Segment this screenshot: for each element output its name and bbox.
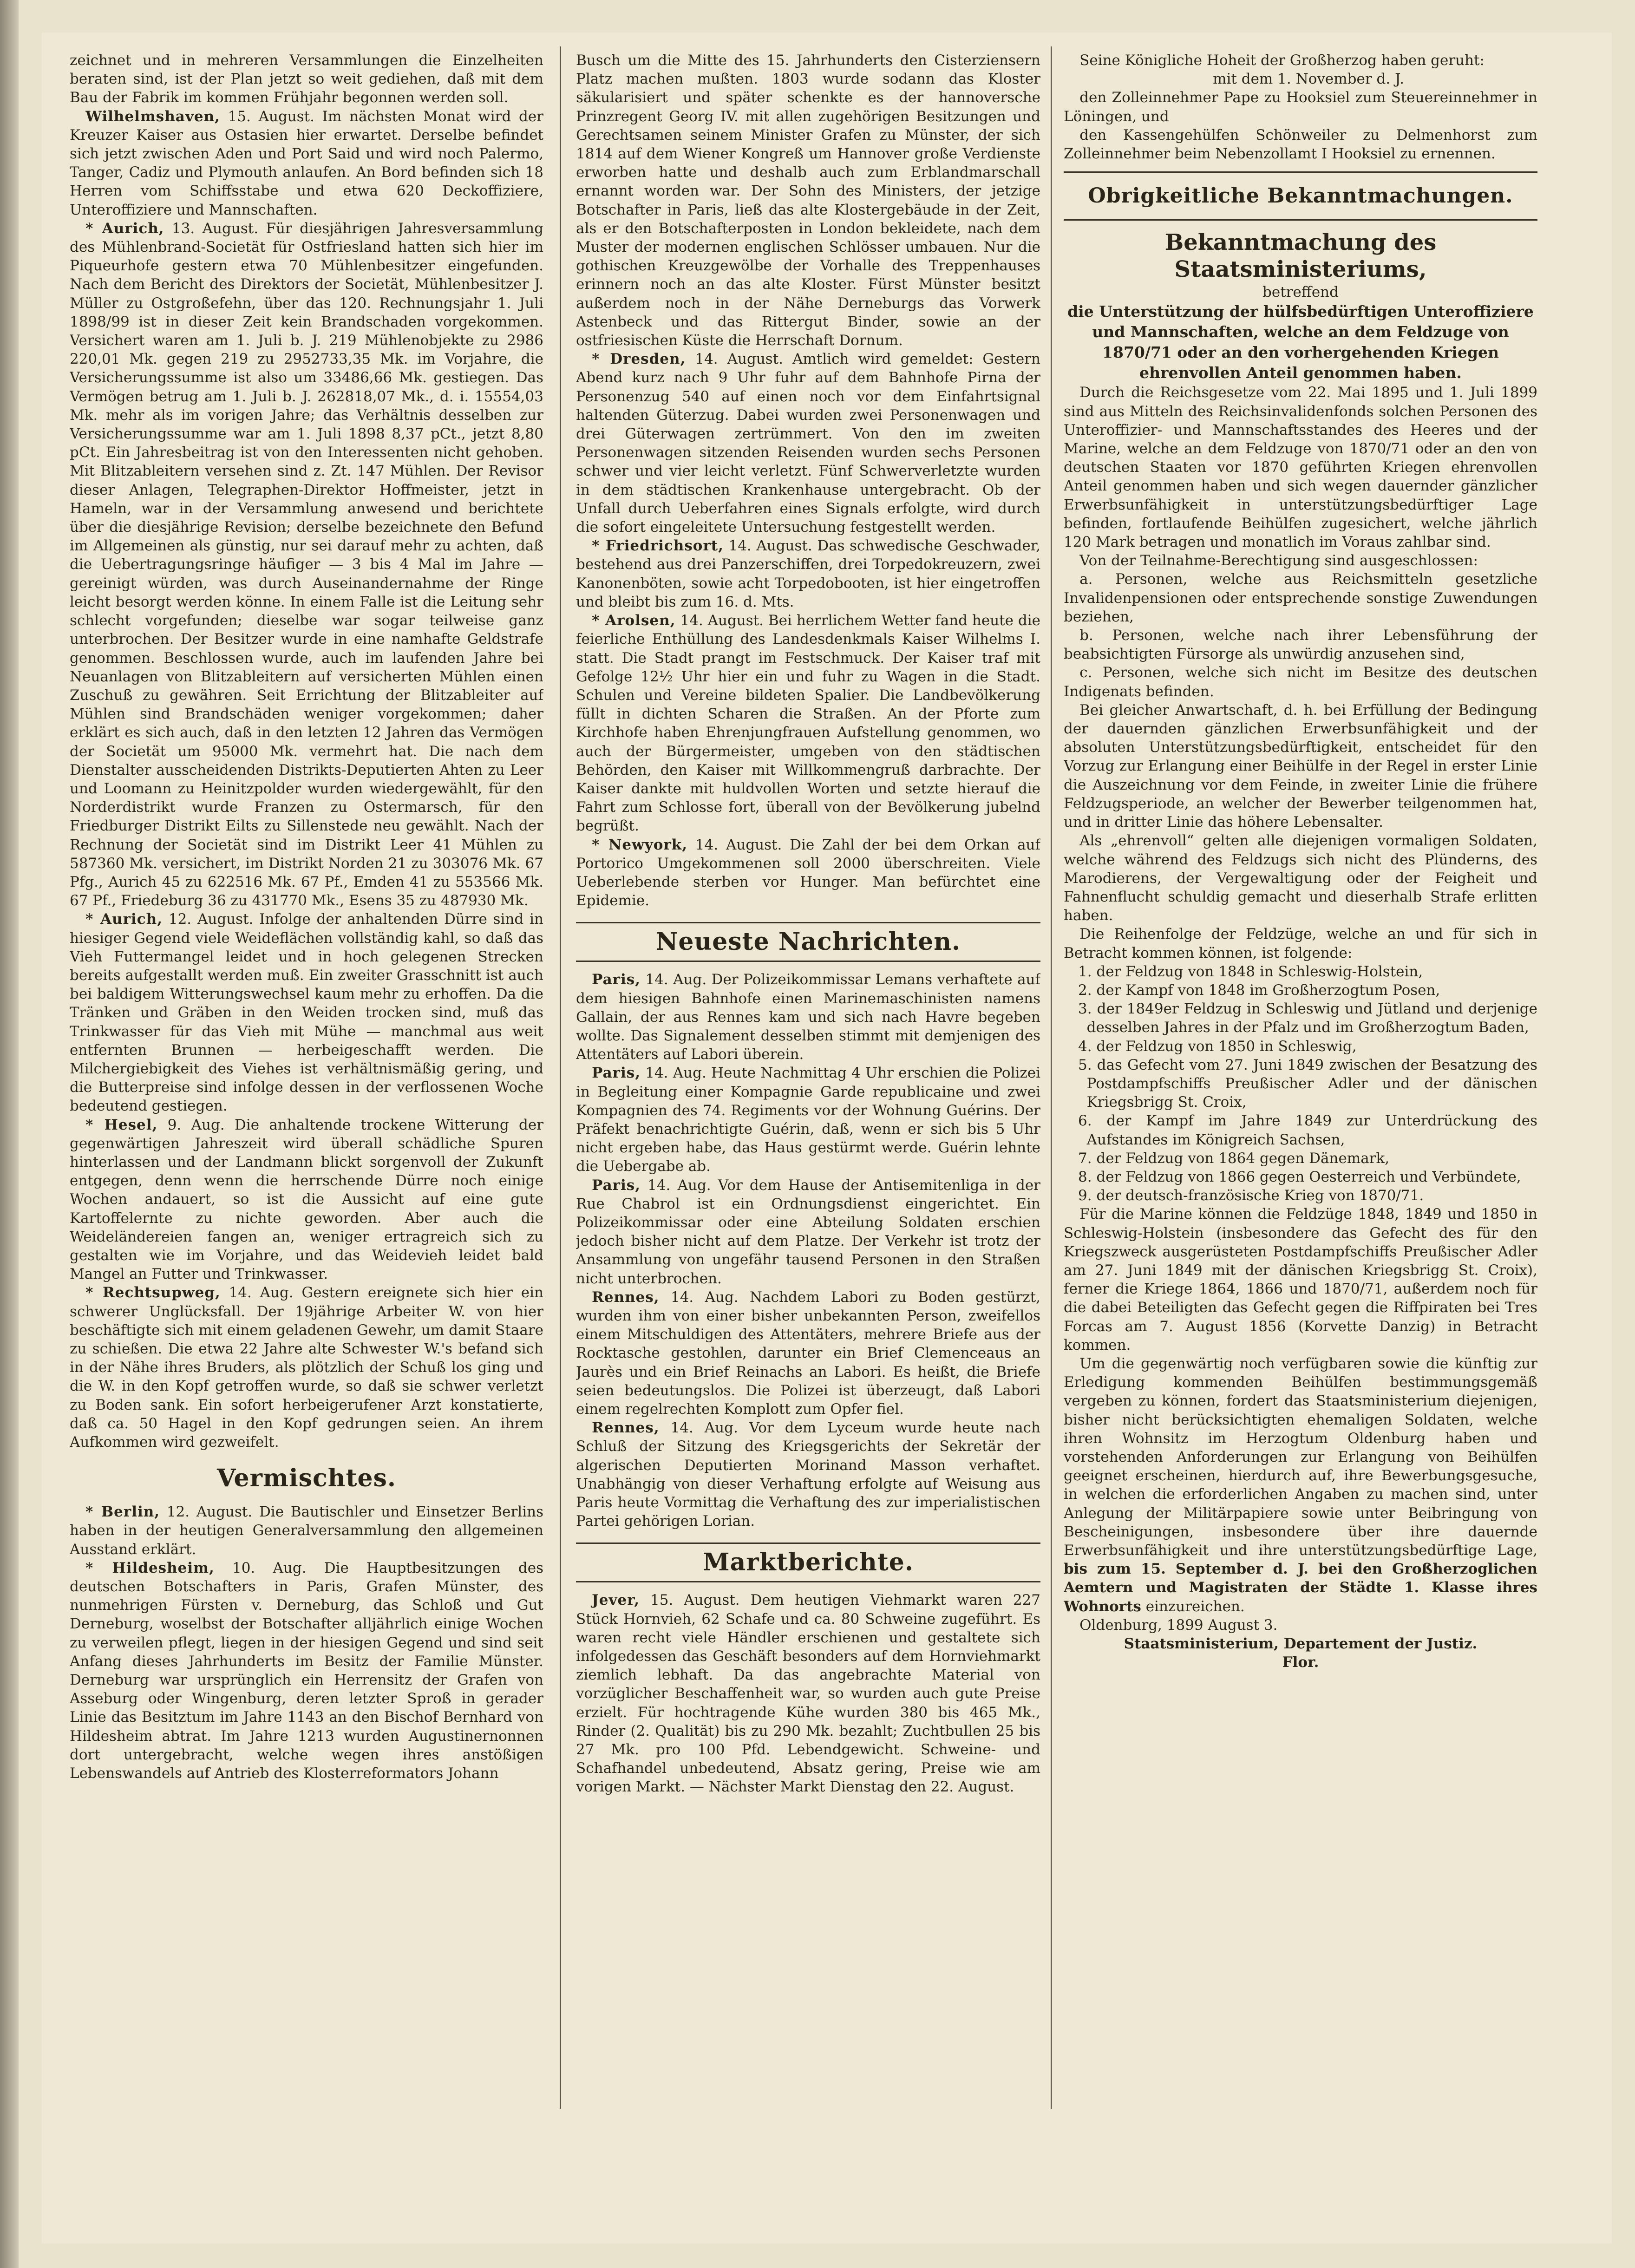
campaign-list-item: 4. der Feldzug von 1850 in Schleswig, (1078, 1038, 1357, 1055)
article (576, 1176, 1040, 1288)
announcement-item: a. Personen, welche aus Reichsmitteln gesetzliche Invalidenpensionen oder entsprechende sonstige Zuwendungen beziehen, (1064, 571, 1537, 625)
campaign-list-item: 7. der Feldzug von 1864 gegen Dänemark, (1078, 1150, 1390, 1167)
article (576, 836, 1040, 910)
article-dateline: * Newyork, (592, 836, 688, 853)
announcement-item: b. Personen, welche nach ihrer Lebensführung der beabsichtigten Fürsorge als unwürdig anzusehen sind, (1064, 627, 1537, 663)
article (70, 910, 543, 1115)
announcement-paragraph (1064, 1354, 1537, 1616)
campaign-list-item: 5. das Gefecht vom 27. Juni 1849 zwischen der Besatzung des Postdampfschiffs Preußischer Adler und der dänischen Kriegsbrigg St. Croix, (1078, 1056, 1537, 1111)
announcement-text: Um die gegenwärtig noch verfügbaren sowie die künftig zur Erledigung kommenden Beihülfen bestimmungsgemäß vergeben zu können, fordert das Staatsministerium diejenigen, bisher nicht berücksichtigten ehemaligen Soldaten, welche ihren Wohnsitz im Herzogtum Oldenburg haben und vorstehenden Anforderungen zur Erlangung von Beihülfen geeignet erscheinen, hierdurch auf, ihre Bewerbungsgesuche, in welchen die erforderlichen Angaben zu machen sind, unter Anlegung der Militärpapiere sowie unter Beibringung von Bescheinigungen, insbesondere über ihre dauernde Erwerbsunfähigkeit und ihre unterstützungsbedürftige Lage, (1064, 1355, 1537, 1559)
signature-authority: Staatsministerium, Departement der Justiz. (1124, 1635, 1478, 1653)
article (70, 1559, 543, 1783)
article-text: 12. August. Die Bautischler und Einsetzer Berlins haben in der heutigen Generalversammlung den allgemeinen Ausstand erklärt. (70, 1503, 543, 1558)
notice-text: den Kassengehülfen Schönweiler zu Delmenhorst zum Zolleinnehmer beim Nebenzollamt I Hooksiel zu ernennen. (1064, 126, 1537, 163)
article-text: 14. Aug. Vor dem Lyceum wurde heute nach Schluß der Sitzung des Kriegsgerichts der Sekretär der algerischen Deputierten Morinand Masson verhaftet. Unabhängig von dieser Verhaftung erfolgte auf Weisung aus Paris heute Vormittag die Verhaftung des zur imperialistischen Partei gehörigen Lorian. (576, 1419, 1040, 1530)
section-heading: Vermischtes. (216, 1464, 397, 1493)
notice-text: mit dem 1. November d. J. (1213, 71, 1404, 88)
article-dateline: * Berlin, (85, 1503, 160, 1521)
article-text: 9. Aug. Die anhaltende trockene Witterung der gegenwärtigen Jahreszeit wird überall schädliche Spuren hinterlassen und der Landmann blickt sorgenvoll der Zukunft entgegen, denn wenn die herrschende Dürre noch einige Wochen andauert, so ist die Aussicht auf eine gute Kartoffelernte zu nichte geworden. Aber auch die Weideländereien fangen an, weniger ertragreich sich zu gestalten wie im Vorjahre, und das Weidevieh leidet bald Mangel an Futter und Trinkwasser. (70, 1116, 543, 1283)
announcement-item: c. Personen, welche sich nicht im Besitze des deutschen Indigenats befinden. (1064, 664, 1537, 700)
section-heading: Neueste Nachrichten. (655, 928, 961, 956)
article-dateline: Paris, (592, 971, 641, 988)
divider (1064, 219, 1537, 221)
article-text: 15. August. Dem heutigen Viehmarkt waren 227 Stück Hornvieh, 62 Schafe und ca. 80 Schweine zugeführt. Es waren recht viele Händler erschienen und gestaltete sich infolgedessen das Geschäft besonders auf dem Hornviehmarkt ziemlich lebhaft. Da das angebrachte Material von vorzüglicher Beschaffenheit war, so wurden auch gute Preise erzielt. Für hochtragende Kühe wurden 380 bis 465 Mk., Rinder (2. Qualität) bis zu 290 Mk. bezahlt; Zuchtbullen 25 bis 27 Mk. pro 100 Pfd. Lebendgewicht. Schweine- und Schafhandel unbedeutend, Absatz gering, Preise wie am vorigen Markt. — Nächster Markt Dienstag den 22. August. (576, 1592, 1040, 1796)
article (576, 611, 1040, 835)
article-text: 14. August. Bei herrlichem Wetter fand heute die feierliche Enthüllung des Landesdenkmals Kaiser Wilhelms I. statt. Die Stadt prangt im Festschmuck. Der Kaiser traf mit Gefolge 12½ Uhr hier ein und fuhr zu Wagen in die Stadt. Schulen und Vereine bildeten Spalier. Die Landbevölkerung füllt in dichten Scharen die Straßen. An der Pforte zum Kirchhofe haben Ehrenjungfrauen Aufstellung genommen, wo auch der Bürgermeister, umgeben von den städtischen Behörden, den Kaiser mit Willkommengruß darbrachte. Der Kaiser dankte mit huldvollen Worten und setzte hierauf die Fahrt zum Schlosse fort, überall von der Bevölkerung jubelnd begrüßt. (576, 612, 1040, 835)
article-text: 14. August. Die Zahl der bei dem Orkan auf Portorico Umgekommenen soll 2000 überschreiten. Viele Ueberlebende sterben vor Hunger. Man befürchtet eine Epidemie. (576, 836, 1040, 909)
divider (1064, 171, 1537, 173)
article (576, 1418, 1040, 1530)
notice-text: Seine Königliche Hoheit der Großherzog haben geruht: (1079, 52, 1485, 69)
campaign-list-item: 2. der Kampf von 1848 im Großherzogtum Posen, (1078, 981, 1440, 999)
article-text: 14. Aug. Heute Nachmittag 4 Uhr erschien die Polizei in Begleitung einer Kompagnie Garde republicaine und zwei Kompagnien des 74. Regiments vor der Wohnung Guérins. Der Präfekt benachrichtigte Guérin, daß, wenn er sich bis 5 Uhr nicht ergeben habe, das Haus gestürmt werde. Guérin lehnte die Uebergabe ab. (576, 1065, 1040, 1175)
article-text: 12. August. Infolge der anhaltenden Dürre sind in hiesiger Gegend viele Weideflächen vollständig kahl, so daß das Vieh Futtermangel leidet und in hoch gelegenen Strecken bereits aufgestallt werden muß. Ein zweiter Grasschnitt ist auch bei baldigem Witterungswechsel kaum mehr zu erhoffen. Da die Tränken und Gräben in den Weiden trocken sind, muß das Trinkwasser für das Vieh mit Mühe — manchmal aus weit entfernten Brunnen — herbeigeschafft werden. Die Milchergiebigkeit des Viehes ist verhältnismäßig gering, und die Butterpreise sind infolge dessen in der verflossenen Woche bedeutend gestiegen. (70, 911, 543, 1115)
column-left (70, 51, 543, 1783)
article-dateline: * Arolsen, (592, 612, 676, 629)
campaign-list-item: 9. der deutsch-französische Krieg von 1870/71. (1078, 1187, 1424, 1204)
article (576, 1591, 1040, 1796)
article-text: 15. August. Im nächsten Monat wird der Kreuzer Kaiser aus Ostasien hier erwartet. Derselbe befindet sich jetzt zwischen Aden und Port Said und wird noch Palermo, Tanger, Cadiz und Plymouth anlaufen. An Bord befinden sich 18 Herren vom Schiffsstabe und etwa 620 Deckoffiziere, Unteroffiziere und Mannschaften. (70, 108, 543, 218)
announcement-paragraph: Bei gleicher Anwartschaft, d. h. bei Erfüllung der Bedingung der dauernden gänzlichen Erwerbsunfähigkeit und der absoluten Unterstützungsbedürftigkeit, entscheidet für den Vorzug zur Erlangung einer Beihülfe in der Regel in erster Linie die Auszeichnung vor dem Feinde, in zweiter Linie die frühere Feldzugsperiode, an welcher der Bewerber teilgenommen hat, und in dritter Linie das höhere Lebensalter. (1064, 701, 1537, 831)
column-rule (560, 46, 561, 2109)
campaign-list-item: 6. der Kampf im Jahre 1849 zur Unterdrückung des Aufstandes im Königreich Sachsen, (1078, 1112, 1537, 1148)
announcement-topic: die Unterstützung der hülfsbedürftigen Unteroffiziere und Mannschaften, welche an dem Feldzuge von 1870/71 oder an den vorhergehenden Kriegen ehrenvollen Anteil genommen haben. (1067, 302, 1534, 382)
campaign-list-item: 1. der Feldzug von 1848 in Schleswig-Holstein, (1078, 963, 1423, 980)
article-dateline: * Hesel, (85, 1116, 158, 1133)
article-text: Busch um die Mitte des 15. Jahrhunderts den Cisterziensern Platz machen mußten. 1803 wurde sodann das Kloster säkularisiert und später schenkte es der hannoversche Prinzregent Georg IV. mit allen zugehörigen Besitzungen und Gerechtsamen seinem Minister Grafen zu Münster, der sich 1814 auf dem Wiener Kongreß um Hannover große Verdienste erworben hatte und deshalb auch zum Erblandmarschall ernannt worden war. Der Sohn des Ministers, der jetzige Botschafter in Paris, ließ das alte Klostergebäude in der Zeit, als er den Botschafterposten in London bekleidete, nach dem Muster der modernen englischen Schlösser umbauen. Nur die gothischen Kreuzgewölbe der Vorhalle des Treppenhauses erinnern noch an das alte Kloster. Fürst Münster besitzt außerdem noch in der Nähe Derneburgs das Vorwerk Astenbeck und das Rittergut Binder, sowie an der ostfriesischen Küste die Herrschaft Dornum. (576, 52, 1040, 349)
article (70, 219, 543, 910)
announcement-paragraph: Von der Teilnahme-Berechtigung sind ausgeschlossen: (1079, 552, 1478, 569)
book-spine (0, 0, 19, 2268)
section-box (576, 1543, 1040, 1582)
article-dateline: Jever, (592, 1592, 640, 1609)
article (70, 1503, 543, 1559)
campaign-list-item: 8. der Feldzug von 1866 gegen Oesterreich und Verbündete, (1078, 1168, 1521, 1185)
notice-text: den Zolleinnehmer Pape zu Hooksiel zum Steuereinnehmer in Löningen, und (1064, 89, 1537, 125)
article-dateline: Paris, (592, 1065, 641, 1082)
section-heading: Marktberichte. (703, 1548, 914, 1577)
article (70, 1283, 543, 1451)
announcement-paragraph: Durch die Reichsgesetze vom 22. Mai 1895 und 1. Juli 1899 sind aus Mitteln des Reichsinvalidenfonds solchen Personen des Unteroffizier- und Mannschaftsstandes des Heeres und der Marine, welche an dem Feldzuge von 1870/71 oder an den von deutschen Staaten vor 1870 geführten Kriegen ehrenvollen Anteil genommen haben und sich wegen dauernder gänzlicher Erwerbsunfähigkeit in unterstützungsbedürftiger Lage befinden, fortlaufende Beihülfen zugesichert, welche jährlich 120 Mark betragen und monatlich im Voraus zahlbar sind. (1064, 384, 1537, 551)
article-text: 14. August. Amtlich wird gemeldet: Gestern Abend kurz nach 9 Uhr fuhr auf dem Bahnhofe Pirna der Personenzug 540 auf einen noch vor dem Einfahrtsignal haltenden Güterzug. Dabei wurden zwei Personenwagen und drei Güterwagen zertrümmert. Von den im zweiten Personenwagen sitzenden Reisenden wurden sechs Personen schwer und vier leicht verletzt. Fünf Schwerverletzte wurden in dem städtischen Krankenhause untergebracht. Ob der Unfall durch Ueberfahren eines Signals erfolgte, wird durch die sofort eingeleitete Untersuchung festgestellt werden. (576, 351, 1040, 536)
section-heading: Obrigkeitliche Bekanntmachungen. (1088, 184, 1513, 208)
article-text: 14. August. Das schwedische Geschwader, bestehend aus drei Panzerschiffen, drei Torpedokreuzern, zwei Kanonenböten, sowie acht Torpedobooten, ist hier eingetroffen und bleibt bis zum 16. d. Mts. (576, 537, 1040, 610)
announcement-title: Bekanntmachung des Staatsministeriums, (1164, 229, 1437, 283)
deadline-text: bis zum 15. September d. J. bei den Großherzoglichen Aemtern und Magistraten der Städte 1. Klasse ihres Wohnorts (1064, 1561, 1537, 1615)
campaign-list-item: 3. der 1849er Feldzug in Schleswig und Jütland und derjenige desselben Jahres in der Pfalz und im Großherzogtum Baden, (1078, 1000, 1537, 1036)
article-dateline: * Rechtsupweg, (85, 1284, 221, 1301)
announcement-paragraph: Für die Marine können die Feldzüge 1848, 1849 und 1850 in Schleswig-Holstein (insbesondere das Gefecht des für den Kriegszweck ausgerüsteten Postdampfschiffs Preußischer Adler am 27. Juni 1849 mit der dänischen Kriegsbrigg St. Croix), ferner die Kriege 1864, 1866 und 1870/71, außerdem noch für die dabei Beteiligten das Gefecht gegen die Riffpiraten bei Tres Forcas am 7. August 1856 (Korvette Danzig) in Betracht kommen. (1064, 1206, 1537, 1353)
article-text: 10. Aug. Die Hauptbesitzungen des deutschen Botschafters in Paris, Grafen Münster, des nunmehrigen Fürsten v. Derneburg, das Schloß und Gut Derneburg, woselbst der Botschafter alljährlich einige Wochen zu verweilen pflegt, liegen in der hiesigen Gegend und sind seit Anfang dieses Jahrhunderts im Besitz der Familie Münster. Derneburg war ursprünglich ein Herrensitz der Grafen von Asseburg oder Wingenburg, deren letzter Sproß in gerader Linie das Besitztum im Jahre 1143 an den Bischof Bernhard von Hildesheim abtrat. Im Jahre 1213 wurden Augustinernonnen dort untergebracht, welche wegen ihres anstößigen Lebenswandels auf Antrieb des Klosterreformators Johann (70, 1559, 543, 1782)
article-text: 14. Aug. Der Polizeikommissar Lemans verhaftete auf dem hiesigen Bahnhofe einen Marinemaschinisten namens Gallain, der aus Rennes kam und sich nach Havre begeben wollte. Das Signalement desselben stimmt mit demjenigen des Attentäters auf Labori überein. (576, 971, 1040, 1063)
announcement-paragraph: Als „ehrenvoll“ gelten alle diejenigen vormaligen Soldaten, welche während des Feldzugs sich nicht des Plünderns, des Marodierens, der Vergewaltigung oder der Feigheit und Fahnenflucht schuldig gemacht und dieserhalb Strafe erlitten haben. (1064, 832, 1537, 924)
article-dateline: Rennes, (592, 1419, 660, 1437)
article (576, 350, 1040, 536)
article-text: 14. Aug. Nachdem Labori zu Boden gestürzt, wurden ihm von einer bisher unbekannten Person, zweifellos einem Mitschuldigen des Attentäters, mehrere Briefe aus der Rocktasche gestohlen, darunter ein Brief Clemenceaus an Jaurès und ein Brief Reinachs an Labori. Es heißt, die Briefe seien bedeutungslos. Die Polizei ist überzeugt, daß Labori einem regelrechten Komplott zum Opfer fiel. (576, 1288, 1040, 1418)
article-dateline: Wilhelmshaven, (85, 108, 220, 125)
article-dateline: * Aurich, (85, 220, 164, 237)
column-right (1064, 51, 1537, 1672)
article-text: 13. August. Für diesjährigen Jahresversammlung des Mühlenbrand-Societät für Ostfriesland hatten sich hier im Piqueurhofe gestern etwa 70 Mühlenbesitzer eingefunden. Nach dem Bericht des Direktors der Societät, Mühlenbesitzer J. Müller zu Ostgroßefehn, über das 120. Rechnungsjahr 1. Juli 1898/99 ist in dieser Zeit kein Brandschaden vorgekommen. Versichert waren am 1. Juli b. J. 219 Mühlenobjekte zu 2986 220,01 Mk. gegen 219 zu 2952733,35 Mk. im Vorjahre, die Versicherungssumme ist also um 33486,66 Mk. gestiegen. Das Vermögen betrug am 1. Juli b. J. 262818,07 Mk., d. i. 15554,03 Mk. mehr als im vorigen Jahre; das Verhältnis desselben zur Versicherungssumme war am 1. Juli 1898 8,37 pCt., jetzt 8,80 pCt. Ein Jahresbeitrag ist von den Interessenten nicht gehoben. Mit Blitzableitern versehen sind z. Zt. 147 Mühlen. Der Revisor dieser Anlagen, Telegraphen-Direktor Hoffmeister, jetzt in Hameln, war in der Versammlung anwesend und berichtete über die diesjährige Revision; derselbe bezeichnete den Befund im Allgemeinen als günstig, nur sei darauf mehr zu achten, daß die Uebertragungsringe häufiger — 3 bis 4 Mal im Jahre — gereinigt würden, was durch Auseinandernahme der Ringe leicht besorgt werden könne. In einem Falle ist die Leitung sehr schlecht vorgefunden; dieselbe war sogar teilweise ganz unterbrochen. Der Besitzer wurde in eine namhafte Geldstrafe genommen. Beschlossen wurde, auch im laufenden Jahre bei Neuanlagen von Blitzableitern auf versicherten Mühlen einen Zuschuß zu gewähren. Seit Errichtung der Blitzableiter auf Mühlen sind Brandschäden weniger vorgekommen; daher erklärt es sich auch, daß in den letzten 12 Jahren das Vermögen der Societät um 95000 Mk. vermehrt hat. Die nach dem Dienstalter ausscheidenden Distrikts-Deputierten Ahten zu Leer und Loomann zu Heinitzpolder wurden wiedergewählt, für den Norderdistrikt wurde Franzen zu Ostermarsch, für den Friedburger Distrikt Eilts zu Sillenstede neu gewählt. Nach der Rechnung der Societät sind im Distrikt Leer 41 Mühlen zu 587360 Mk. versichert, im Distrikt Norden 21 zu 303076 Mk. 67 Pfg., Aurich 45 zu 622516 Mk. 67 Pf., Emden 41 zu 553566 Mk. 67 Pf., Friedeburg 36 zu 431770 Mk., Esens 35 zu 487930 Mk. (70, 220, 543, 909)
article-dateline: * Dresden, (592, 351, 686, 368)
article (576, 1288, 1040, 1418)
article-text: 14. Aug. Vor dem Hause der Antisemitenliga in der Rue Chabrol ist ein Ordnungsdienst eingerichtet. Ein Polizeikommissar oder eine Abteilung Soldaten erschien jedoch bisher nicht auf dem Platze. Der Verkehr ist trotz der Ansammlung von ungefähr tausend Personen in den Straßen nicht unterbrochen. (576, 1176, 1040, 1287)
signature-name: Flor. (1282, 1654, 1319, 1671)
announcement-text: einzureichen. (1145, 1598, 1245, 1615)
column-middle (576, 51, 1040, 1797)
article-dateline: Rennes, (592, 1288, 660, 1306)
article-dateline: * Hildesheim, (85, 1559, 215, 1576)
article (576, 536, 1040, 611)
article-dateline: * Aurich, (85, 911, 163, 928)
announcement-subtitle: betreffend (1262, 284, 1339, 301)
announcement-paragraph: Die Reihenfolge der Feldzüge, welche an und für sich in Betracht kommen können, ist folgende: (1064, 926, 1537, 961)
article-dateline: Paris, (592, 1176, 641, 1194)
place-date: Oldenburg, 1899 August 3. (1079, 1616, 1278, 1634)
article-text: 14. Aug. Gestern ereignete sich hier ein schwerer Unglücksfall. Der 19jährige Arbeiter W. von hier beschäftigte sich mit einem geladenen Gewehr, um damit Staare zu schießen. Die etwa 22 Jahre alte Schwester W.'s befand sich in der Nähe ihres Bruders, als plötzlich der Schuß los ging und die W. in den Kopf getroffen wurde, so daß sie schwer verletzt zu Boden sank. Ein sofort herbeigerufener Arzt konstatierte, daß ca. 50 Hagel in den Kopf gedrungen seien. An ihrem Aufkommen wird gezweifelt. (70, 1284, 543, 1451)
section-box (576, 922, 1040, 962)
article (70, 1116, 543, 1284)
article (576, 970, 1040, 1064)
article-dateline: * Friedrichsort, (592, 537, 724, 555)
column-rule (1051, 46, 1052, 2109)
article (70, 107, 543, 219)
article (576, 1064, 1040, 1176)
article-text: zeichnet und in mehreren Versammlungen die Einzelheiten beraten sind, ist der Plan jetzt so weit gediehen, daß mit dem Bau der Fabrik im kommen Frühjahr begonnen werden soll. (70, 52, 543, 106)
